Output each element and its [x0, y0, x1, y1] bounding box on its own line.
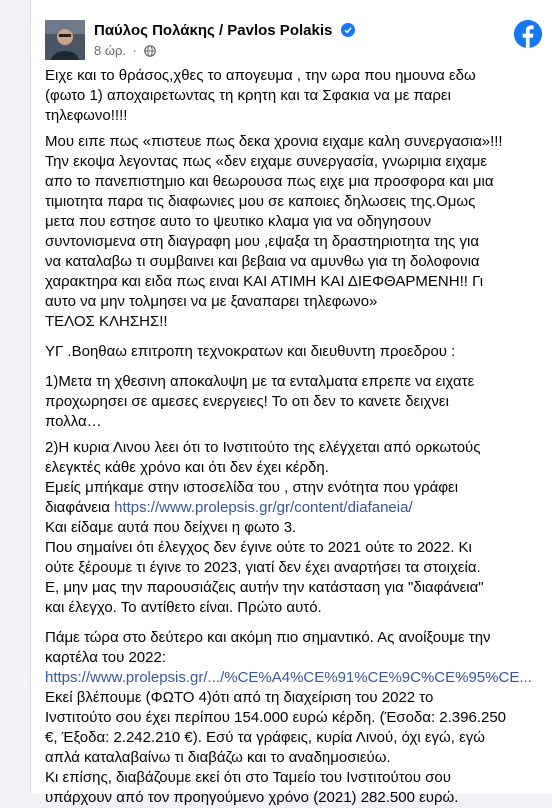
post-line: απο το πανεπιστημιο και θεωρουσα πως ειχε μια προσφορα και μια	[45, 173, 494, 190]
author-avatar[interactable]	[45, 20, 85, 60]
tameio-2022-link[interactable]: https://www.prolepsis.gr/.../%CE%A4%CE%91%CE%9C%CE%95%CE...	[45, 669, 532, 686]
post-line: πολλα…	[45, 413, 102, 430]
post-line: ΥΓ .Βοηθαω επιτροπη τεχνοκρατων και διευθυντη προεδρου :	[45, 343, 456, 360]
post-line: τηλεφωνο!!!!	[45, 107, 128, 124]
post-body	[31, 66, 552, 808]
post-line: αυτο να μην τολμησει να με ξαναπαρει τηλεφωνο»	[45, 293, 378, 310]
post-line: καρτέλα του 2022:	[45, 649, 166, 666]
author-name-text[interactable]: Παύλος Πολάκης / Pavlos Polakis	[94, 22, 333, 39]
post-line: να καταλαβω τι συμβαινει και βεβαια να αμυνθω για τη δολοφονια	[45, 253, 480, 270]
post-meta	[94, 43, 156, 58]
post-line: συντονισμενα στη διαγραφη μου ,εψαξα τη δραστηριοτητα της για	[45, 233, 479, 250]
post-header	[31, 0, 552, 66]
post-line: ΤΕΛΟΣ ΚΛΗΣΗΣ!!	[45, 313, 168, 330]
post-line: Πάμε τώρα στο δεύτερο και ακόμη πιο σημαντικό. Ας ανοίξουμε την	[45, 629, 491, 646]
verified-badge-icon	[341, 23, 355, 37]
post-line: 1)Μετα τη χθεσινη αποκαλυψη με τα ενταλματα επρεπε να ειχατε	[45, 373, 475, 390]
post-line: Εμείς μπήκαμε στην ιστοσελίδα του , στην ενότητα που γράφει	[45, 479, 459, 496]
post-line: Την εκοψα λεγοντας πως «δεν ειχαμε συνεργασία, γνωριμια ειχαμε	[45, 153, 488, 170]
post-line: Ε, μην μας την παρουσιάζεις αυτήν την κατάσταση για "διαφάνεια"	[45, 579, 484, 596]
facebook-logo-icon[interactable]	[514, 20, 542, 48]
post-paragraph	[45, 342, 538, 362]
post-time[interactable]: 8 ώρ.	[94, 43, 126, 58]
post-line: €, Έξοδα: 2.242.210 €). Εσύ τα γράφεις, κυρία Λινού, όχι εγώ, εγώ	[45, 729, 485, 746]
post-line: Και είδαμε αυτά που δείχνει η φωτο 3.	[45, 519, 297, 536]
avatar-photo	[45, 20, 85, 60]
post-paragraph	[45, 438, 538, 518]
post-line: τιμιοτητα παρα τις διαφωνιες μου σε καποιες δηλωσεις της.Ομως	[45, 193, 476, 210]
post-final-lines	[45, 688, 538, 808]
post-paragraphs	[45, 66, 538, 518]
post-line: προχωρησει σε αμεσες ενεργειες! Το οτι δεν το κανετε δειχνει	[45, 393, 449, 410]
post-line: Που σημαίνει ότι έλεγχος δεν έγινε ούτε το 2021 ούτε το 2022. Κι	[45, 539, 472, 556]
globe-icon[interactable]	[144, 45, 156, 57]
post-line	[45, 668, 538, 688]
post-line: Μου ειπε πως «πιστευε πως δεκα χρονια ειχαμε καλη συνεργασια»!!!	[45, 133, 503, 150]
post-line: Ειχε και το θράσος,χθες το απογευμα , την ωρα που ημουνα εδω	[45, 67, 476, 84]
meta-separator: ·	[132, 43, 137, 58]
post-line: Εκεί βλέπουμε (ΦΩΤΟ 4)ότι από τη διαχείριση του 2022 το	[45, 689, 434, 706]
post-line: χαρακτηρα και ειδα πως ειναι ΚΑΙ ΑΤΙΜΗ ΚΑΙ ΔΙΕΦΘΑΡΜΕΝΗ!! Γι	[45, 273, 484, 290]
post-paragraph	[45, 372, 538, 432]
post-line: και έλεγχο. Το αντίθετο είναι. Πρώτο αυτό.	[45, 599, 322, 616]
post-line: (φωτο 1) αποχαιρετωντας τη κρητη και τα Σφακια να με παρει	[45, 87, 451, 104]
diafaneia-link[interactable]: https://www.prolepsis.gr/gr/content/diafaneia/	[114, 499, 413, 516]
post-line-text: διαφάνεια	[45, 499, 115, 516]
post-line: υπάρχουν από τον προηγούμενο χρόνο (2021) 282.500 ευρώ.	[45, 789, 459, 806]
post-after-link1	[45, 518, 538, 618]
post-line: ούτε ξέρουμε τι έγινε το 2023, γιατί δεν έχει αναρτήσει τα στοιχεία.	[45, 559, 481, 576]
post-line: 2)Η κυρια Λινου λεει ότι το Ινστιτούτο της ελέγχεται από ορκωτούς	[45, 439, 481, 456]
post-paragraph	[45, 132, 538, 332]
author-name[interactable]	[94, 22, 355, 39]
post-line: απλά καταλαβαίνω τι διαβάζω και το αναδημοσιεύω.	[45, 749, 391, 766]
post-line: ελεγκτές κάθε χρόνο και ότι δεν έχει κέρδη.	[45, 459, 329, 476]
post-card	[30, 0, 552, 806]
post-second-part	[45, 628, 538, 668]
post-line	[45, 498, 538, 518]
post-line: μετα που εστησε αυτο το ψευτικο κλαμα για να οδηγησουν	[45, 213, 432, 230]
post-line: Ινστιτούτο σου έχει περίπου 154.000 ευρώ κέρδη. (Έσοδα: 2.396.250	[45, 709, 507, 726]
post-paragraph	[45, 66, 538, 126]
post-line: Κι επίσης, διαβάζουμε εκεί ότι στο Ταμείο του Ινστιτούτου σου	[45, 769, 451, 786]
